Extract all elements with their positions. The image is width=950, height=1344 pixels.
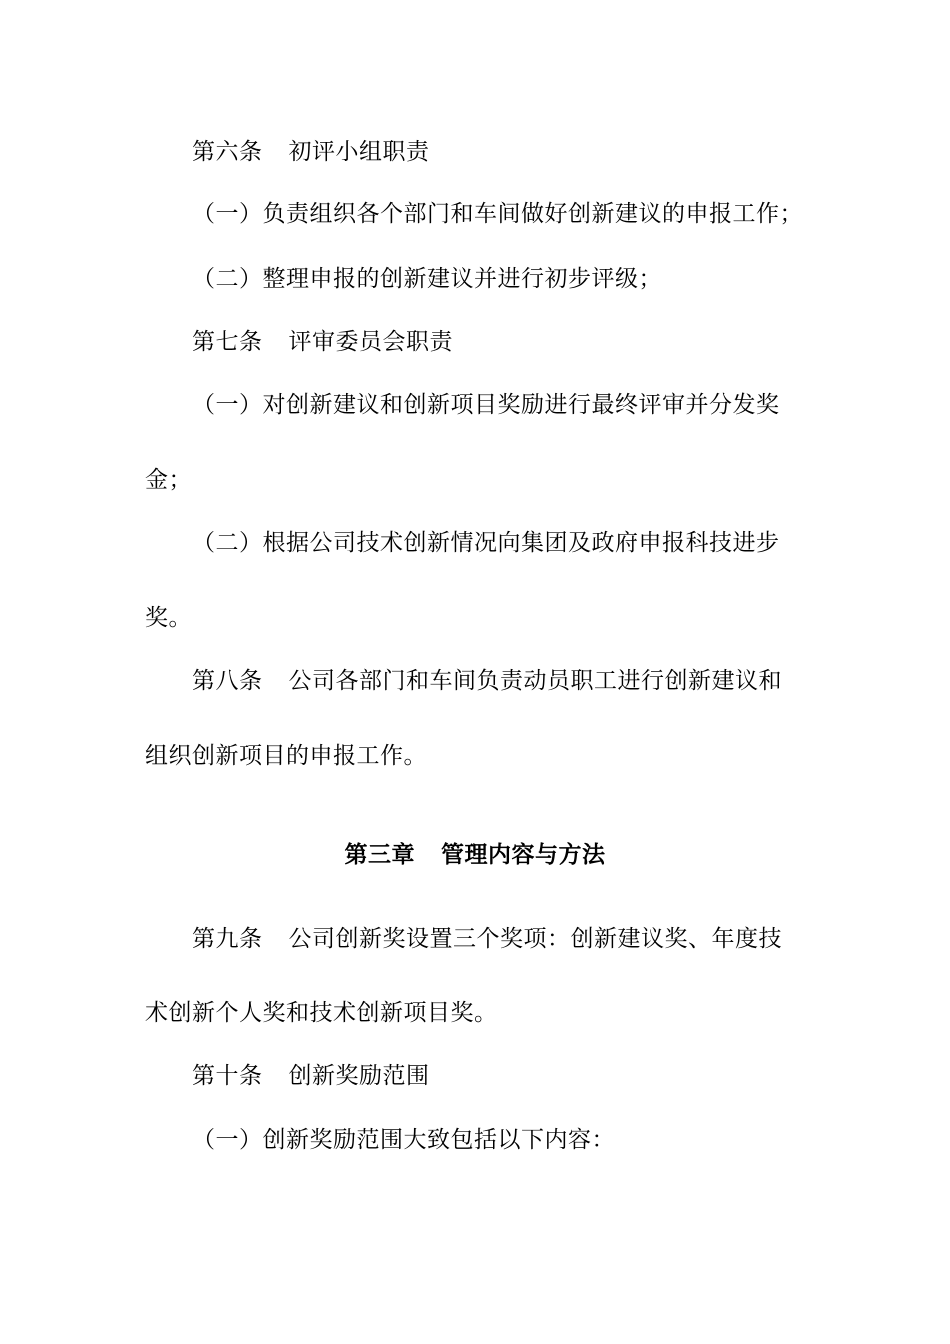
article-6-item-1: （一）负责组织各个部门和车间做好创新建议的申报工作；	[192, 201, 803, 227]
chapter-3-label: 第三章	[344, 842, 415, 868]
article-7-item-1-line-1: （一）对创新建议和创新项目奖励进行最终评审并分发奖	[192, 392, 780, 418]
article-7-item-1-line-2: 金；	[145, 467, 192, 493]
article-8-text-1: 公司各部门和车间负责动员职工进行创新建议和	[288, 668, 782, 694]
article-9-text-1: 公司创新奖设置三个奖项：创新建议奖、年度技	[288, 926, 782, 952]
article-7-label: 第七条	[192, 329, 263, 355]
article-7-item-2-line-1: （二）根据公司技术创新情况向集团及政府申报科技进步	[192, 530, 780, 556]
article-9-line-1	[192, 924, 782, 954]
article-10-heading	[192, 1061, 430, 1091]
chapter-3-heading	[0, 840, 950, 870]
article-8-line-2: 组织创新项目的申报工作。	[145, 743, 427, 769]
article-6-item-2: （二）整理申报的创新建议并进行初步评级；	[192, 266, 662, 292]
article-7-heading	[192, 327, 453, 357]
article-6-title: 初评小组职责	[288, 139, 430, 165]
chapter-3-title: 管理内容与方法	[441, 842, 606, 868]
article-6-label: 第六条	[192, 139, 263, 165]
article-6-heading	[192, 137, 430, 167]
article-10-title: 创新奖励范围	[288, 1063, 430, 1089]
article-9-line-2: 术创新个人奖和技术创新项目奖。	[145, 1000, 498, 1026]
article-8-line-1	[192, 666, 782, 696]
article-10-label: 第十条	[192, 1063, 263, 1089]
article-9-label: 第九条	[192, 926, 263, 952]
article-7-item-2-line-2: 奖。	[145, 605, 192, 631]
article-8-label: 第八条	[192, 668, 263, 694]
article-10-item-1: （一）创新奖励范围大致包括以下内容：	[192, 1127, 615, 1153]
article-7-title: 评审委员会职责	[288, 329, 453, 355]
